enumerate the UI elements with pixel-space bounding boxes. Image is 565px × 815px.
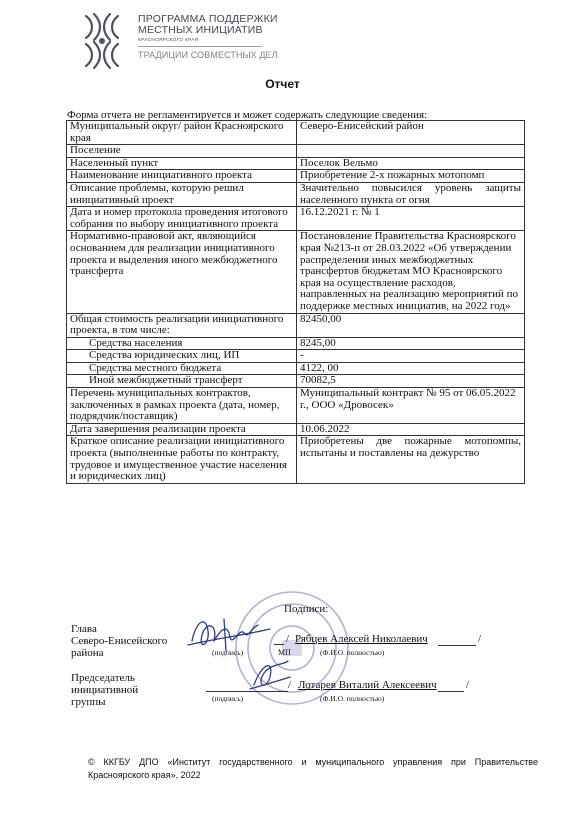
table-row	[67, 313, 525, 337]
head-name-underline	[438, 645, 476, 646]
brand-line-1: ПРОГРАММА ПОДДЕРЖКИ	[138, 13, 278, 25]
table-row	[67, 362, 525, 375]
chair-title	[71, 672, 138, 708]
row-value: Приобретены две пожарные мотопомпы, испытаны и поставлены на дежурство	[297, 436, 525, 483]
head-title-line-2: Северо-Енисейского	[71, 635, 168, 647]
table-row	[67, 145, 525, 158]
row-value: 82450,00	[297, 313, 525, 337]
row-value	[297, 145, 525, 158]
report-table	[66, 120, 525, 484]
row-value: 4122, 00	[297, 362, 525, 375]
table-row	[67, 121, 525, 145]
table-row	[67, 207, 525, 231]
row-label: Дата и номер протокола проведения итогового собрания по выбору инициативного проекта	[67, 207, 297, 231]
chair-sign-caption: (подпись)	[212, 694, 244, 703]
brand-slogan: ТРАДИЦИИ СОВМЕСТНЫХ ДЕЛ	[138, 50, 278, 60]
table-row	[67, 170, 525, 183]
row-value: Значительно повысился уровень защиты населенного пункта от огня	[297, 182, 525, 206]
row-label: Дата завершения реализации проекта	[67, 423, 297, 436]
chair-signature-icon	[244, 655, 294, 695]
row-label: Средства населения	[67, 337, 297, 350]
chair-title-line-1: Председатель	[71, 672, 135, 684]
table-row	[67, 231, 525, 313]
row-label: Муниципальный округ/ район Красноярского края	[67, 121, 297, 145]
head-slash-right: /	[478, 633, 482, 645]
row-value: 16.12.2021 г. № 1	[297, 207, 525, 231]
table-row	[67, 388, 525, 424]
program-logo-icon	[80, 10, 124, 72]
brand-line-2: МЕСТНЫХ ИНИЦИАТИВ	[138, 24, 263, 36]
head-slash-left: /	[286, 633, 290, 645]
row-label: Иной межбюджетный трансферт	[67, 375, 297, 388]
program-header	[80, 10, 340, 72]
row-value: 70082,5	[297, 375, 525, 388]
table-row	[67, 157, 525, 170]
row-label: Наименование инициативного проекта	[67, 170, 297, 183]
table-row	[67, 182, 525, 206]
chair-name-underline	[438, 691, 464, 692]
row-value: -	[297, 350, 525, 363]
row-label: Населенный пункт	[67, 157, 297, 170]
chair-title-line-2: инициативной	[71, 684, 139, 696]
brand-divider	[138, 46, 262, 47]
chair-slash-left: /	[288, 679, 292, 691]
signatures-heading: Подписи:	[284, 603, 329, 615]
brand-line-3: КРАСНОЯРСКОГО КРАЯ	[138, 37, 199, 42]
copyright-footer: © ККГБУ ДПО «Институт государственного и муниципального управления при Правительстве Красноярского края», 2022	[88, 757, 538, 780]
row-value: Приобретение 2-х пожарных мотопомп	[297, 170, 525, 183]
head-dash	[274, 644, 284, 645]
row-value: Поселок Вельмо	[297, 157, 525, 170]
row-label: Поселение	[67, 145, 297, 158]
chair-slash-right: /	[466, 679, 470, 691]
head-title-line-3: района	[71, 647, 104, 659]
head-title-line-1: Глава	[71, 623, 97, 635]
row-value: Муниципальный контракт № 95 от 06.05.2022 г., ООО «Дровосек»	[297, 388, 525, 424]
chair-title-line-3: группы	[71, 696, 106, 708]
row-label: Средства местного бюджета	[67, 362, 297, 375]
chair-sign-line	[206, 691, 288, 692]
intro-text: Форма отчета не регламентируется и может содержать следующие сведения:	[67, 109, 428, 121]
chair-fio-caption: (Ф.И.О. полностью)	[320, 694, 385, 703]
row-value: 8245,00	[297, 337, 525, 350]
head-full-name: Рябцев Алексей Николаевич	[295, 633, 428, 645]
stamp-place-caption: МП	[278, 648, 291, 657]
row-label: Описание проблемы, которую решил инициативный проект	[67, 182, 297, 206]
table-row	[67, 436, 525, 483]
row-label: Нормативно-правовой акт, являющийся основанием для реализации инициативного проекта и выделения иного межбюджетного трансферта	[67, 231, 297, 313]
row-label: Краткое описание реализации инициативного проекта (выполненные работы по контракту, трудовое и имущественное участие населения и юридических лиц)	[67, 436, 297, 483]
chair-full-name: Лотарев Виталий Алексеевич	[298, 679, 437, 691]
table-row	[67, 337, 525, 350]
row-label: Общая стоимость реализации инициативного проекта, в том числе:	[67, 313, 297, 337]
table-row	[67, 423, 525, 436]
program-brand	[138, 14, 278, 60]
row-label: Средства юридических лиц, ИП	[67, 350, 297, 363]
head-title	[71, 623, 167, 659]
head-sign-caption: (подпись)	[212, 648, 244, 657]
row-value: Постановление Правительства Красноярского края №213-п от 28.03.2022 «Об утверждении распределения иных межбюджетных трансфертов бюджетам МО Красноярского края на осуществление расходов, направленных на реализацию мероприятий по поддержке местных инициатив, на 2022 год»	[297, 231, 525, 313]
table-row	[67, 375, 525, 388]
row-label: Перечень муниципальных контрактов, заключенных в рамках проекта (дата, номер, подрядчик/поставщик)	[67, 388, 297, 424]
page-title: Отчет	[265, 77, 300, 91]
head-fio-caption: (Ф.И.О. полностью)	[320, 648, 385, 657]
row-value: Северо-Енисейский район	[297, 121, 525, 145]
row-value: 10.06.2022	[297, 423, 525, 436]
table-row	[67, 350, 525, 363]
